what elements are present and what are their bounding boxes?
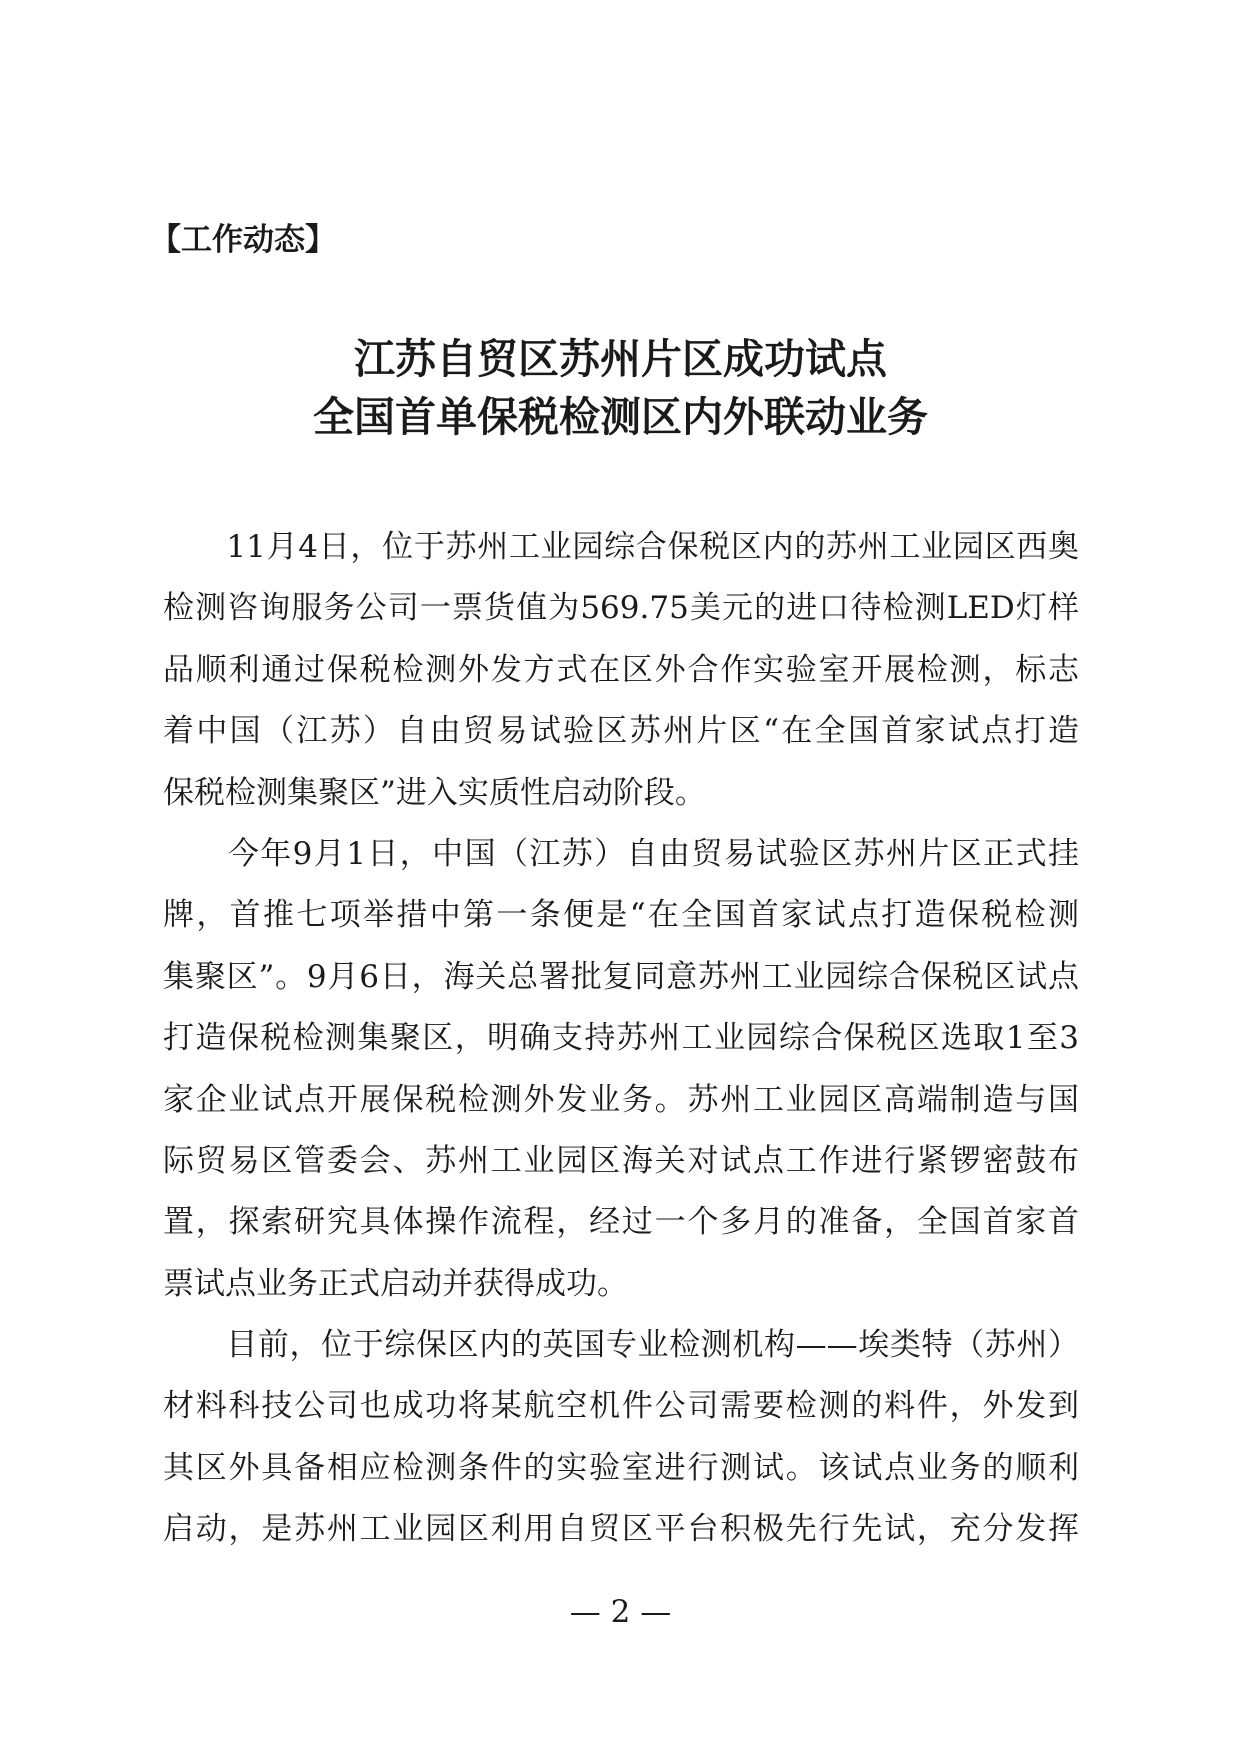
body-line: 着中国（江苏）自由贸易试验区苏州片区“在全国首家试点打造	[163, 713, 1079, 750]
body-line: 置，探索研究具体操作流程，经过一个多月的准备，全国首家首	[163, 1204, 1079, 1241]
body-line: 家企业试点开展保税检测外发业务。苏州工业园区高端制造与国	[163, 1081, 1079, 1118]
body-line: 保税检测集聚区”进入实质性启动阶段。	[163, 774, 706, 811]
body-line: 目前，位于综保区内的英国专业检测机构——埃类特（苏州）	[163, 1327, 1079, 1364]
body-line: 牌，首推七项举措中第一条便是“在全国首家试点打造保税检测	[163, 897, 1079, 934]
body-line: 其区外具备相应检测条件的实验室进行测试。该试点业务的顺利	[163, 1449, 1079, 1486]
page-number: — 2 —	[569, 1594, 672, 1630]
title-line-1: 江苏自贸区苏州片区成功试点	[354, 335, 887, 383]
body-line: 今年9月1日，中国（江苏）自由贸易试验区苏州片区正式挂	[163, 835, 1079, 872]
body-line: 11月4日，位于苏州工业园综合保税区内的苏州工业园区西奥	[163, 529, 1079, 565]
body-line: 际贸易区管委会、苏州工业园区海关对试点工作进行紧锣密鼓布	[163, 1142, 1079, 1179]
article-title	[0, 330, 1241, 446]
title-line-2: 全国首单保税检测区内外联动业务	[313, 393, 928, 441]
body-line: 品顺利通过保税检测外发方式在区外合作实验室开展检测，标志	[163, 651, 1079, 688]
section-tag: 【工作动态】	[150, 222, 336, 258]
body-line: 材料科技公司也成功将某航空机件公司需要检测的料件，外发到	[163, 1388, 1079, 1425]
body-line: 启动，是苏州工业园区利用自贸区平台积极先行先试，充分发挥	[163, 1511, 1079, 1548]
body-line: 打造保税检测集聚区，明确支持苏州工业园综合保税区选取1至3	[163, 1020, 1079, 1057]
article-body	[163, 517, 1079, 1561]
body-line: 票试点业务正式启动并获得成功。	[163, 1265, 628, 1302]
body-line: 集聚区”。9月6日，海关总署批复同意苏州工业园综合保税区试点	[163, 958, 1079, 995]
body-line: 检测咨询服务公司一票货值为569.75美元的进口待检测LED灯样	[163, 590, 1079, 627]
